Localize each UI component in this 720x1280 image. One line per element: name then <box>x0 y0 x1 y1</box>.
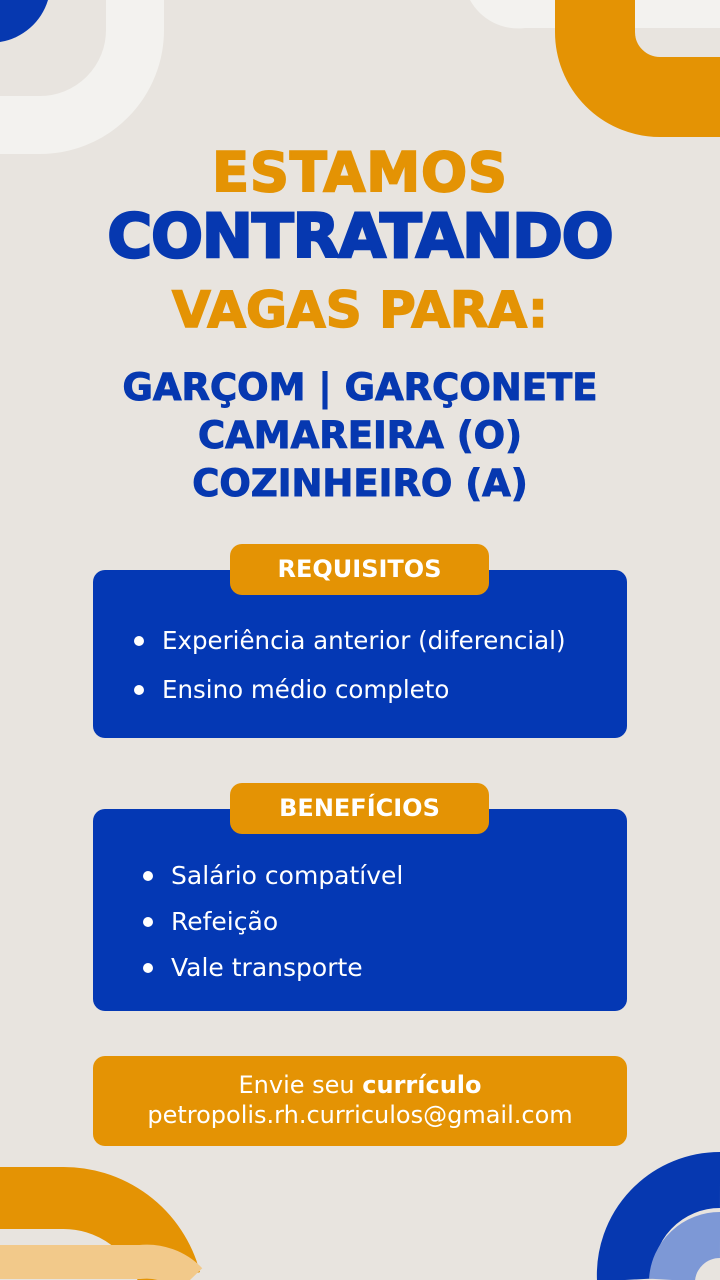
bottom-right-arcs <box>625 1180 720 1280</box>
requirement-item: Experiência anterior (diferencial) <box>134 616 566 665</box>
position-item: GARÇOM | GARÇONETE <box>122 366 598 409</box>
send-resume-box <box>93 1056 627 1146</box>
contact-email[interactable]: petropolis.rh.curriculos@gmail.com <box>147 1101 573 1129</box>
send-resume-prefix: Envie seu <box>238 1071 363 1099</box>
requirements-title: REQUISITOS <box>230 544 489 595</box>
bottom-left-arcs <box>0 1198 190 1280</box>
headline-estamos: ESTAMOS <box>212 141 508 204</box>
benefit-item: Refeição <box>143 899 403 945</box>
position-item: CAMAREIRA (O) <box>197 414 523 457</box>
positions-list <box>0 364 720 508</box>
resume-emphasis: currículo <box>362 1071 482 1099</box>
requirement-item: Ensino médio completo <box>134 665 566 714</box>
benefits-title: BENEFÍCIOS <box>230 783 489 834</box>
top-right-arcs <box>470 0 720 97</box>
requirements-list <box>134 616 566 714</box>
headline-contratando: CONTRATANDO <box>107 201 613 272</box>
benefit-item: Salário compatível <box>143 853 403 899</box>
position-item: COZINHEIRO (A) <box>192 462 528 505</box>
benefits-list <box>143 853 403 991</box>
headline-vagas-para: VAGAS PARA: <box>171 281 549 339</box>
benefit-item: Vale transporte <box>143 945 403 991</box>
send-resume-text <box>93 1070 627 1100</box>
